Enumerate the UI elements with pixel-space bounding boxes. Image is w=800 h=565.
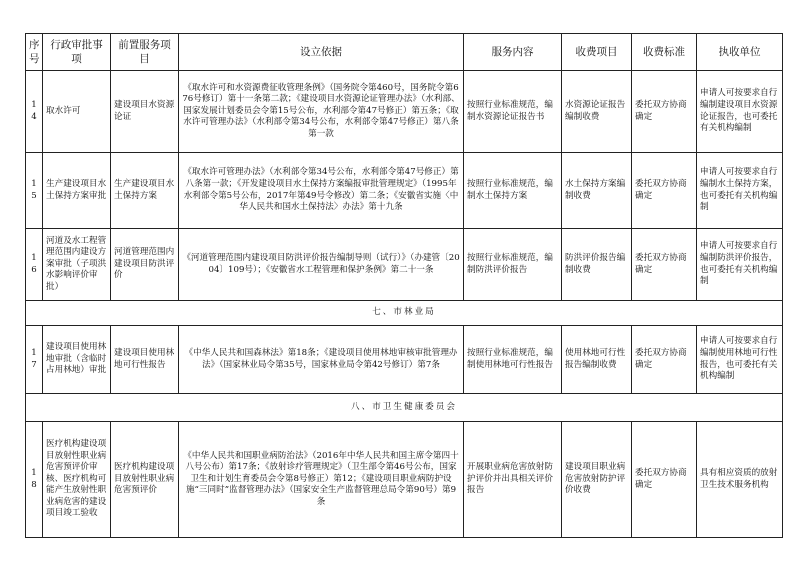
- row-fee-standard: 委托双方协商确定: [632, 71, 697, 153]
- row-fee-item: 水资源论证报告编制收费: [562, 71, 632, 153]
- row-approval: 生产建设项目水土保持方案审批: [43, 153, 111, 229]
- row-fee-item: 防洪评价报告编制收费: [562, 229, 632, 301]
- row-no: 17: [26, 326, 43, 394]
- row-pre-service: 医疗机构建设项目放射性职业病危害预评价: [111, 422, 179, 538]
- row-basis: 《河道管理范围内建设项目防洪评价报告编制导则（试行）》（办建管〔2004〕109号）；《安徽省水工程管理和保护条例》第二十一条: [179, 229, 464, 301]
- section-title-health: 八、市卫生健康委员会: [26, 394, 783, 422]
- row-content: 按照行业标准规范，编制使用林地可行性报告: [464, 326, 562, 394]
- row-basis: 《取水许可管理办法》（水利部令第34号公布，水利部令第47号修正）第八条第一款；《开发建设项目水土保持方案编报审批管理规定》（1995年水利部令第5号公布，2017年第49号令修改）第二条；《安徽省实施〈中华人民共和国水土保持法〉办法》第十九条: [179, 153, 464, 229]
- row-pre-service: 建设项目使用林地可行性报告: [111, 326, 179, 394]
- table-row: [26, 71, 783, 153]
- header-no: 序号: [26, 34, 43, 71]
- row-fee-standard: 委托双方协商确定: [632, 229, 697, 301]
- row-fee-item: 使用林地可行性报告编制收费: [562, 326, 632, 394]
- row-executor: 具有相应资质的放射卫生技术服务机构: [697, 422, 783, 538]
- row-executor: 申请人可按要求自行编制防洪评价报告，也可委托有关机构编制: [697, 229, 783, 301]
- row-content: 按照行业标准规范，编制防洪评价报告: [464, 229, 562, 301]
- header-pre-service: 前置服务项目: [111, 34, 179, 71]
- row-basis: 《中华人民共和国职业病防治法》（2016年中华人民共和国主席令第四十八号公布）第17条；《放射诊疗管理规定》（卫生部令第46号公布，国家卫生和计划生育委员会令第8号修正）第12；《建设项目职业病防护设施“三同时”监督管理办法》（国家安全生产监督管理总局令第90号）第9条: [179, 422, 464, 538]
- row-executor: 申请人可按要求自行编制使用林地可行性报告，也可委托有关机构编制: [697, 326, 783, 394]
- section-row: [26, 394, 783, 422]
- row-approval: 建设项目使用林地审批（含临时占用林地）审批: [43, 326, 111, 394]
- row-fee-standard: 委托双方协商确定: [632, 422, 697, 538]
- row-approval: 河道及水工程管理范围内建设方案审批（子项洪水影响评价审批）: [43, 229, 111, 301]
- row-no: 14: [26, 71, 43, 153]
- header-row: [26, 34, 783, 71]
- row-no: 16: [26, 229, 43, 301]
- row-no: 15: [26, 153, 43, 229]
- header-executor: 执收单位: [697, 34, 783, 71]
- row-approval: 取水许可: [43, 71, 111, 153]
- header-content: 服务内容: [464, 34, 562, 71]
- table-row: [26, 422, 783, 538]
- row-executor: 申请人可按要求自行编制建设项目水资源论证报告，也可委托有关机构编制: [697, 71, 783, 153]
- row-content: 按照行业标准规范，编制水土保持方案: [464, 153, 562, 229]
- header-basis: 设立依据: [179, 34, 464, 71]
- header-approval: 行政审批事项: [43, 34, 111, 71]
- row-approval: 医疗机构建设项目放射性职业病危害预评价审核、医疗机构可能产生放射性职业病危害的建设项目竣工验收: [43, 422, 111, 538]
- row-pre-service: 建设项目水资源论证: [111, 71, 179, 153]
- row-fee-item: 水土保持方案编制收费: [562, 153, 632, 229]
- row-fee-item: 建设项目职业病危害放射防护评价收费: [562, 422, 632, 538]
- row-content: 开展职业病危害放射防护评价并出具相关评价报告: [464, 422, 562, 538]
- section-row: [26, 301, 783, 326]
- service-fee-table: [25, 33, 783, 538]
- section-title-forestry: 七、市林业局: [26, 301, 783, 326]
- row-executor: 申请人可按要求自行编制水土保持方案，也可委托有关机构编制: [697, 153, 783, 229]
- row-basis: 《中华人民共和国森林法》第18条；《建设项目使用林地审核审批管理办法》（国家林业局令第35号，国家林业局令第42号修订）第7条: [179, 326, 464, 394]
- row-no: 18: [26, 422, 43, 538]
- table-row: [26, 153, 783, 229]
- row-fee-standard: 委托双方协商确定: [632, 153, 697, 229]
- table-row: [26, 229, 783, 301]
- row-fee-standard: 委托双方协商确定: [632, 326, 697, 394]
- row-pre-service: 生产建设项目水土保持方案: [111, 153, 179, 229]
- header-fee-item: 收费项目: [562, 34, 632, 71]
- table-row: [26, 326, 783, 394]
- header-fee-standard: 收费标准: [632, 34, 697, 71]
- row-pre-service: 河道管理范围内建设项目防洪评价: [111, 229, 179, 301]
- row-content: 按照行业标准规范，编制水资源论证报告书: [464, 71, 562, 153]
- row-basis: 《取水许可和水资源费征收管理条例》（国务院令第460号，国务院令第676号修订）第十一条第二款；《建设项目水资源论证管理办法》（水利部、国家发展计划委员会令第15号公布，水利部令第47号修正）第五条；《取水许可管理办法》（水利部令第34号公布，水利部令第47号修正）第八条第一款: [179, 71, 464, 153]
